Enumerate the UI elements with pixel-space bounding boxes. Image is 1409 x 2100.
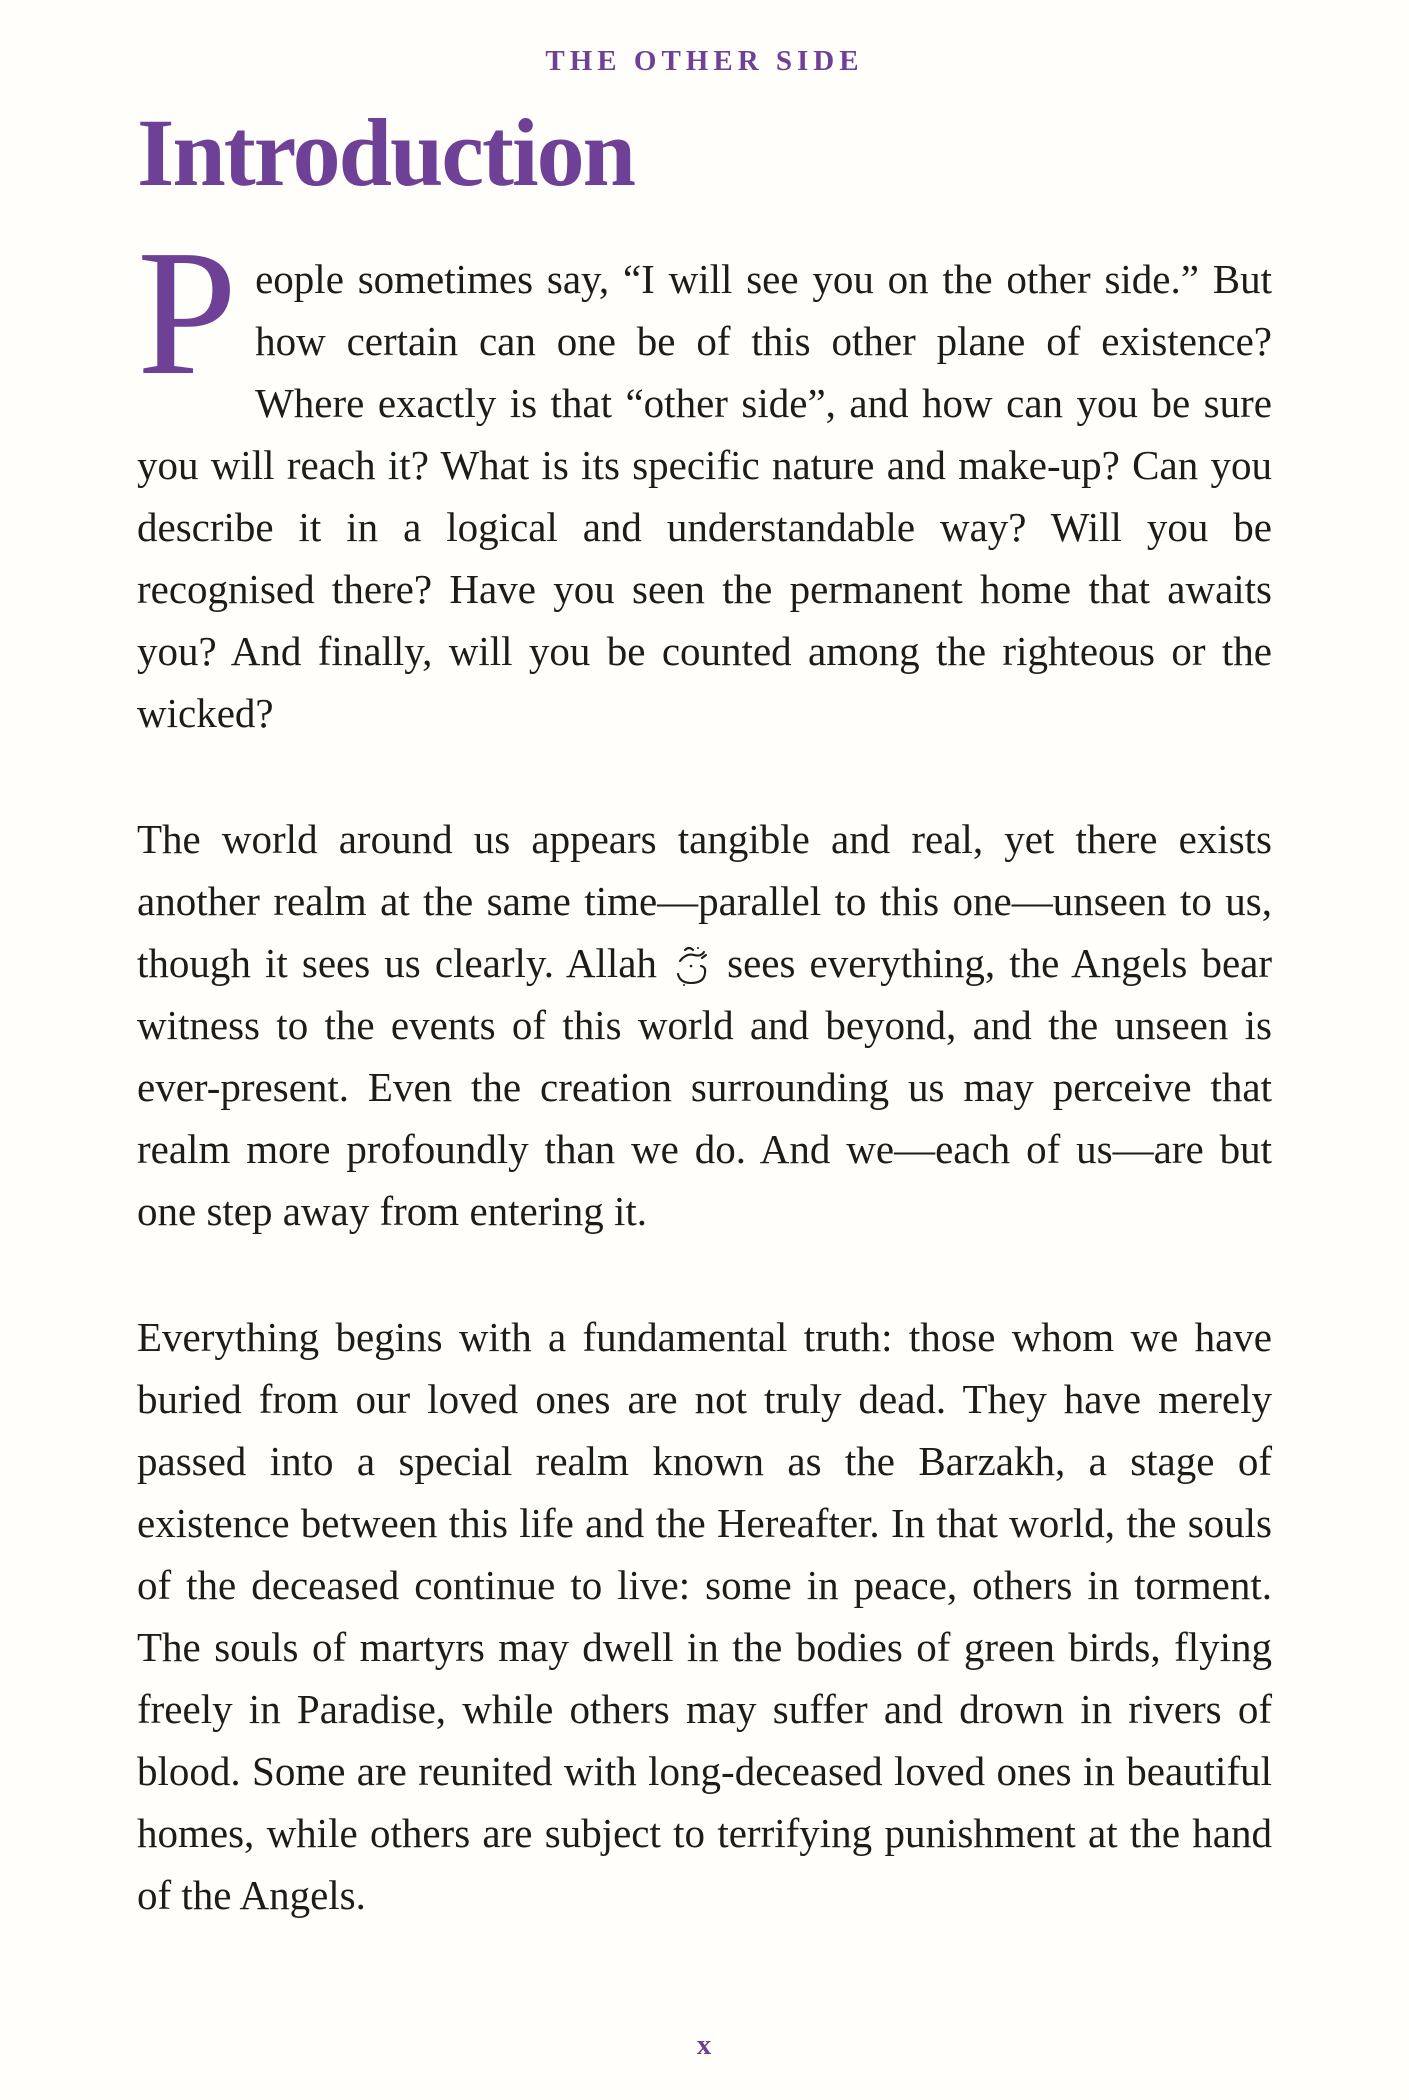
body-paragraph-2	[137, 808, 1272, 1242]
body-paragraph-3: Everything begins with a fundamental truth: those whom we have buried from our loved ones are not truly dead. They have merely passed into a special realm known as the Barzakh, a stage of existence between this life and the Hereafter. In that world, the souls of the deceased continue to live: some in peace, others in torment. The souls of martyrs may dwell in the bodies of green birds, flying freely in Paradise, while others may suffer and drown in rivers of blood. Some are reunited with long-deceased loved ones in beautiful homes, while others are subject to terrifying punishment at the hand of the Angels.	[137, 1313, 1272, 1918]
dropcap-letter: P	[137, 212, 238, 412]
paragraph-2-text-before: The world around us appears tangible and real, yet there exists another realm at the same time—parallel to this one—unseen to us, though it sees us clearly. Allah	[137, 815, 1272, 986]
body-paragraph-1	[137, 212, 1272, 744]
running-header: THE OTHER SIDE	[545, 45, 864, 77]
page-title: Introduction	[137, 98, 635, 206]
paragraph-2-text-after: sees everything, the Angels bear witness to the events of this world and beyond, and the unseen is ever-present. Even the creation surrounding us may perceive that realm more profoundly than we do. And we—each of us—are but one step away from entering it.	[137, 939, 1272, 1234]
body-copy	[137, 212, 1272, 1926]
paragraph-1-text: eople sometimes say, “I will see you on the other side.” But how certain can one be of this other plane of existence? Where exactly is that “other side”, and how can you be sure you will reach it? What is its specific nature and make-up? Can you describe it in a logical and understandable way? Will you be recognised there? Have you seen the permanent home that awaits you? And finally, will you be counted among the righteous or the wicked?	[137, 255, 1272, 736]
allah-honorific-icon	[674, 944, 710, 986]
page-number: x	[696, 2029, 713, 2061]
